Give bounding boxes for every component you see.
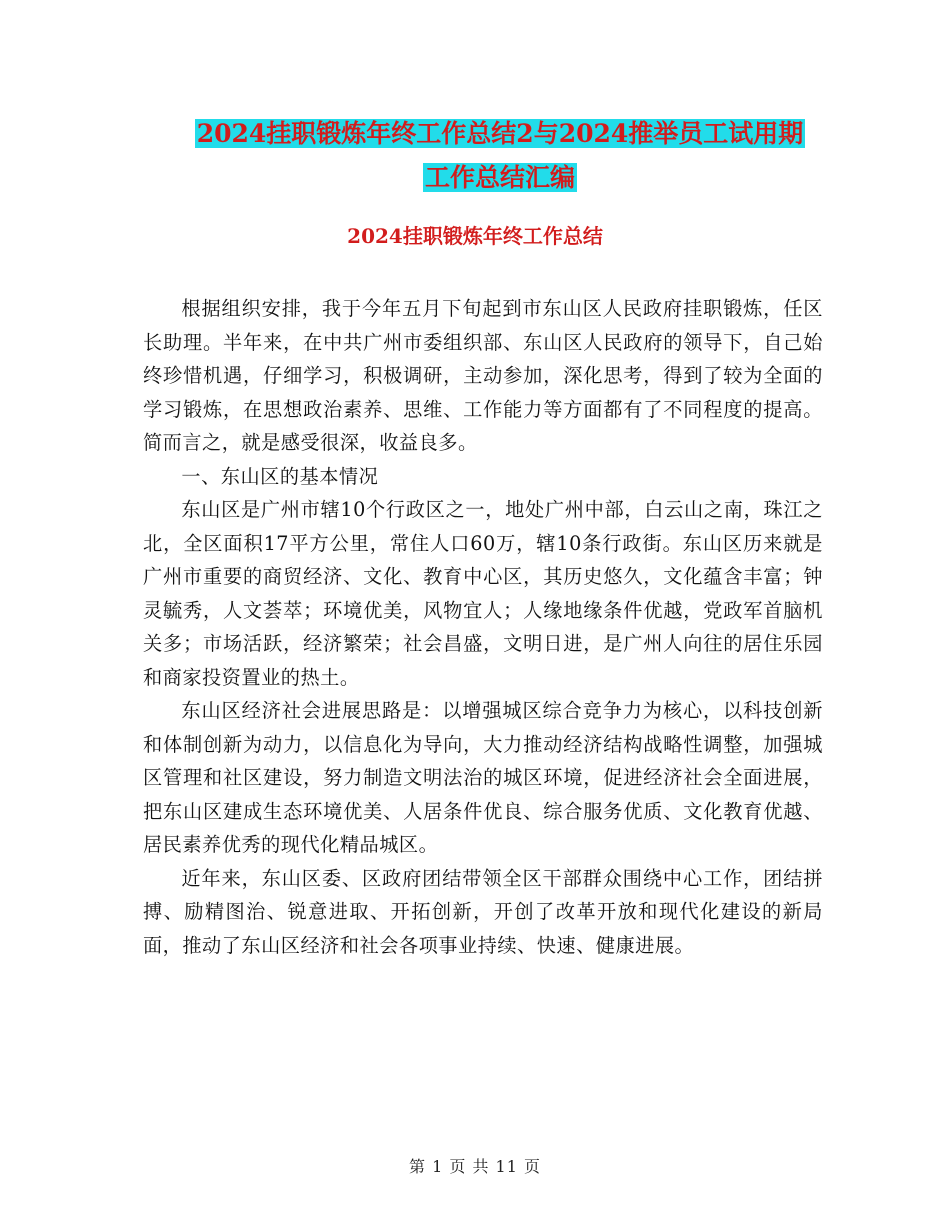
document-title-line2: 工作总结汇编 (424, 163, 575, 192)
paragraph-heading-1: 一、东山区的基本情况 (181, 464, 379, 488)
document-title (150, 112, 850, 200)
document-title-line1: 2024挂职锻炼年终工作总结2与2024推举员工试用期 (196, 119, 804, 148)
document-body (143, 292, 823, 962)
section-title: 2024挂职锻炼年终工作总结 (347, 224, 603, 248)
paragraph-2: 东山区是广州市辖10个行政区之一，地处广州中部，白云山之南，珠江之北，全区面积17平方公里，常住人口60万，辖10条行政街。东山区历来就是广州市重要的商贸经济、文化、教育中心区，其历史悠久，文化蕴含丰富；钟灵毓秀，人文荟萃；环境优美，风物宜人；人缘地缘条件优越，党政军首脑机关多；市场活跃，经济繁荣；社会昌盛，文明日进，是广州人向往的居住乐园和商家投资置业的热土。 (143, 498, 823, 689)
paragraph-1: 根据组织安排，我于今年五月下旬起到市东山区人民政府挂职锻炼，任区长助理。半年来，在中共广州市委组织部、东山区人民政府的领导下，自己始终珍惜机遇，仔细学习，积极调研，主动参加，深化思考，得到了较为全面的学习锻炼，在思想政治素养、思维、工作能力等方面都有了不同程度的提高。简而言之，就是感受很深，收益良多。 (143, 297, 823, 454)
paragraph-4: 近年来，东山区委、区政府团结带领全区干部群众围绕中心工作，团结拼搏、励精图治、锐意进取、开拓创新，开创了改革开放和现代化建设的新局面，推动了东山区经济和社会各项事业持续、快速、健康进展。 (143, 866, 823, 957)
paragraph-3: 东山区经济社会进展思路是：以增强城区综合竞争力为核心，以科技创新和体制创新为动力，以信息化为导向，大力推动经济结构战略性调整，加强城区管理和社区建设，努力制造文明法治的城区环境，促进经济社会全面进展，把东山区建成生态环境优美、人居条件优良、综合服务优质、文化教育优越、居民素养优秀的现代化精品城区。 (143, 699, 823, 856)
page-footer: 第 1 页 共 11 页 (409, 1157, 541, 1176)
